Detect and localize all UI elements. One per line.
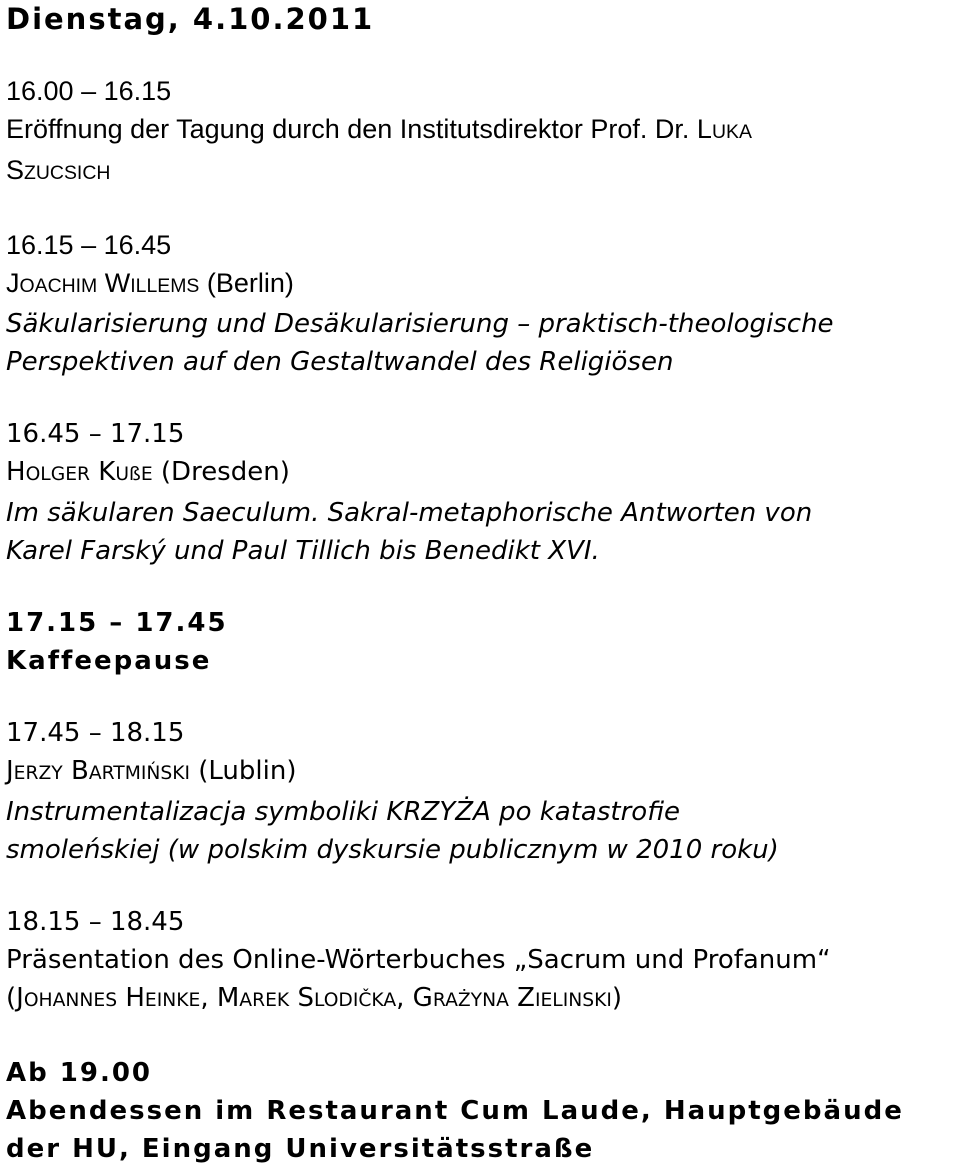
session-title-line: Im säkularen Saeculum. Sakral-metaphorische Antworten von xyxy=(6,498,813,528)
session-title-line: Perspektiven auf den Gestaltwandel des Religiösen xyxy=(6,347,674,377)
date-heading: Dienstag, 4.10.2011 xyxy=(6,2,375,36)
session-title-line: Säkularisierung und Desäkularisierung – praktisch-theologische xyxy=(6,309,834,339)
break-label: Kaffeepause xyxy=(6,646,212,676)
session-time: 16.00 – 16.15 xyxy=(6,76,172,106)
session-description: Eröffnung der Tagung durch den Institutsdirektor Prof. Dr. LUKA xyxy=(6,114,752,144)
session-speaker: HOLGER KUßE (Dresden) xyxy=(6,457,290,487)
session-time: 17.45 – 18.15 xyxy=(6,718,185,748)
session-time: 16.45 – 17.15 xyxy=(6,419,185,449)
break-time: 17.15 – 17.45 xyxy=(6,608,228,638)
program-page xyxy=(6,0,956,1168)
dinner-description: Abendessen im Restaurant Cum Laude, Hauptgebäude xyxy=(6,1096,904,1126)
session-time: 18.15 – 18.45 xyxy=(6,907,185,937)
session-title-line: Karel Farský und Paul Tillich bis Benedikt XVI. xyxy=(6,536,600,566)
dinner-description: der HU, Eingang Universitätsstraße xyxy=(6,1134,595,1164)
dinner-time: Ab 19.00 xyxy=(6,1058,153,1088)
session-title-line: smoleńskiej (w polskim dyskursie publicznym w 2010 roku) xyxy=(6,835,779,865)
session-speaker: JOACHIM WILLEMS (Berlin) xyxy=(6,268,294,298)
session-time: 16.15 – 16.45 xyxy=(6,230,172,260)
session-title-line: Präsentation des Online-Wörterbuches „Sacrum und Profanum“ xyxy=(6,945,831,975)
session-speaker-name: SZUCSICH xyxy=(6,155,111,185)
session-title-line: Instrumentalizacja symboliki KRZYŻA po katastrofie xyxy=(6,797,680,827)
session-speaker: JERZY BARTMIŃSKI (Lublin) xyxy=(6,756,297,786)
session-presenters: (JOHANNES HEINKE, MAREK SLODIČKA, GRAŻYNA ZIELINSKI) xyxy=(6,983,623,1013)
